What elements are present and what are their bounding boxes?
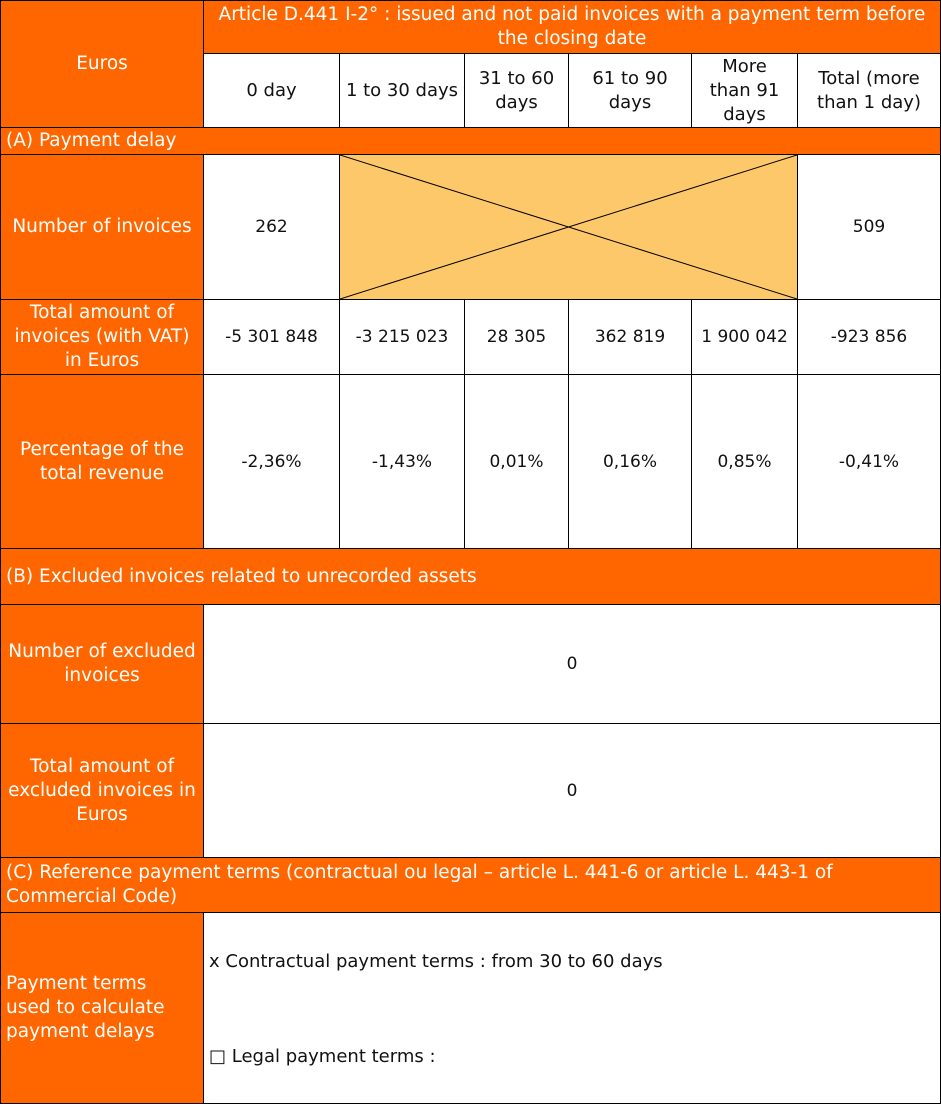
total-amount-61-90-days: 362 819 <box>568 299 692 375</box>
excluded-count-label: Number of excluded invoices <box>0 604 204 724</box>
percentage-0-day: -2,36% <box>203 374 340 549</box>
excluded-amount-value: 0 <box>203 723 941 858</box>
total-amount-total: -923 856 <box>797 299 941 375</box>
section-c-title: (C) Reference payment terms (contractual ou legal – article L. 441-6 or article L. 443-1 of Commercial Code) <box>0 857 941 913</box>
total-amount-31-60-days: 28 305 <box>464 299 569 375</box>
article-title: Article D.441 I-2° : issued and not paid invoices with a payment term before the closing date <box>203 0 941 54</box>
percentage-61-90-days: 0,16% <box>568 374 692 549</box>
col-header-0-day: 0 day <box>203 53 340 128</box>
percentage-label: Percentage of the total revenue <box>0 374 204 549</box>
percentage-91-plus-days: 0,85% <box>691 374 798 549</box>
excluded-amount-label: Total amount of excluded invoices in Euros <box>0 723 204 858</box>
col-header-61-90-days: 61 to 90 days <box>568 53 692 128</box>
cross-lines <box>340 155 797 299</box>
total-amount-label: Total amount of invoices (with VAT) in Euros <box>0 299 204 375</box>
percentage-total: -0,41% <box>797 374 941 549</box>
col-header-91-plus-days: More than 91 days <box>691 53 798 128</box>
corner-label: Euros <box>0 0 204 128</box>
payment-terms-label: Payment terms used to calculate payment delays <box>0 912 204 1104</box>
percentage-31-60-days: 0,01% <box>464 374 569 549</box>
number-of-invoices-total: 509 <box>797 154 941 300</box>
col-header-total: Total (more than 1 day) <box>797 53 941 128</box>
number-of-invoices-0-day: 262 <box>203 154 340 300</box>
total-amount-91-plus-days: 1 900 042 <box>691 299 798 375</box>
section-b-title: (B) Excluded invoices related to unrecorded assets <box>0 548 941 605</box>
legal-terms-text: □ Legal payment terms : <box>209 1046 436 1067</box>
col-header-1-30-days: 1 to 30 days <box>339 53 465 128</box>
contractual-terms-text: x Contractual payment terms : from 30 to 60 days <box>209 951 663 972</box>
payment-terms-content <box>203 912 941 1104</box>
total-amount-1-30-days: -3 215 023 <box>339 299 465 375</box>
section-a-title: (A) Payment delay <box>0 127 941 155</box>
excluded-count-value: 0 <box>203 604 941 724</box>
percentage-1-30-days: -1,43% <box>339 374 465 549</box>
number-of-invoices-label: Number of invoices <box>0 154 204 300</box>
not-applicable-crossed-cell <box>339 154 798 300</box>
col-header-31-60-days: 31 to 60 days <box>464 53 569 128</box>
total-amount-0-day: -5 301 848 <box>203 299 340 375</box>
